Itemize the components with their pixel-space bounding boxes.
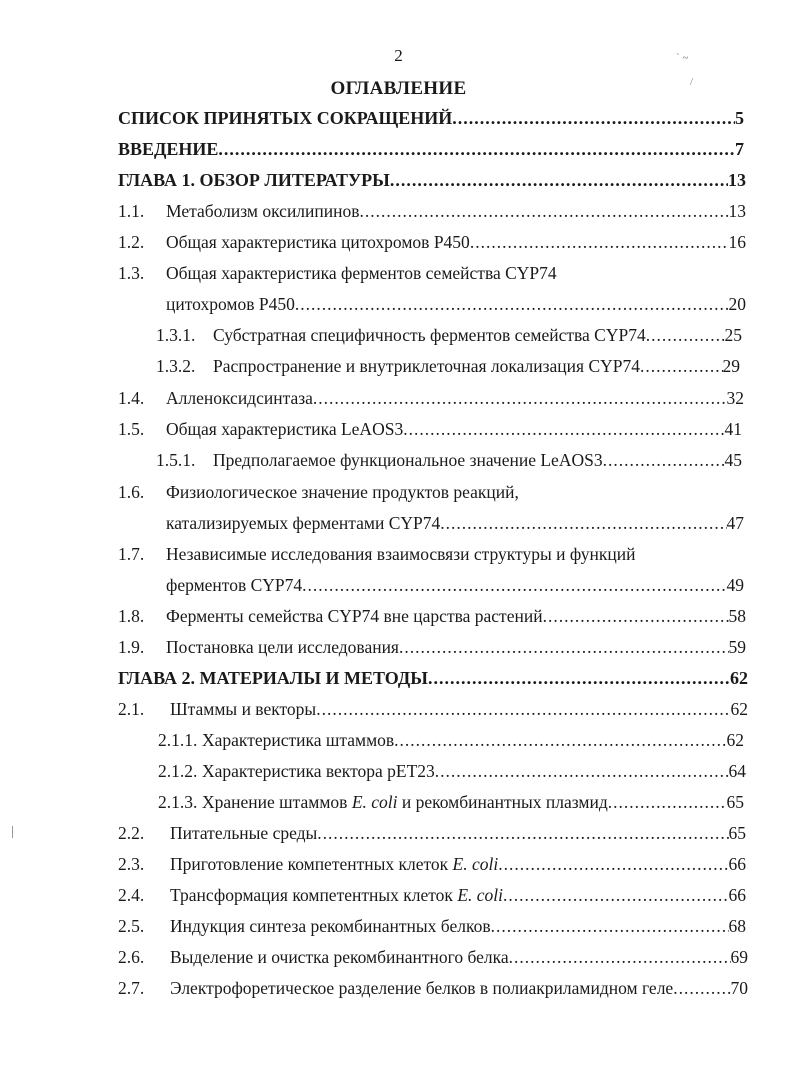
toc-entry-page: 62 bbox=[730, 699, 748, 719]
toc-entry-page: 62 bbox=[730, 668, 748, 688]
toc-entry-number: 2.2. bbox=[118, 823, 145, 843]
toc-entry-number: 2.1.1. bbox=[158, 730, 198, 750]
toc-leader-dots bbox=[498, 854, 728, 875]
toc-entry-1-9[interactable] bbox=[118, 637, 746, 661]
toc-entry-text bbox=[170, 854, 498, 875]
toc-entry-page: 66 bbox=[728, 885, 746, 905]
toc-entry-text: Характеристика штаммов bbox=[202, 730, 395, 750]
toc-entry-number: 1.2. bbox=[118, 232, 145, 252]
toc-entry-text: Физиологическое значение продуктов реакций, bbox=[166, 482, 519, 502]
toc-entry-1-4[interactable] bbox=[118, 388, 744, 412]
toc-entry-number: 1.3.1. bbox=[156, 325, 196, 345]
toc-leader-dots bbox=[360, 201, 729, 222]
toc-entry-number: 1.3. bbox=[118, 263, 145, 283]
margin-marks-2: / bbox=[690, 76, 694, 88]
toc-entry-page: 29 bbox=[722, 356, 740, 376]
toc-entry-abbreviations[interactable] bbox=[118, 108, 744, 132]
toc-entry-page: 62 bbox=[726, 730, 744, 750]
toc-entry-page: 13 bbox=[728, 201, 746, 221]
toc-leader-dots bbox=[295, 294, 729, 315]
toc-leader-dots bbox=[640, 356, 722, 377]
toc-entry-2-7[interactable] bbox=[118, 978, 748, 1002]
toc-entry-1-1[interactable] bbox=[118, 201, 746, 225]
toc-entry-page: 69 bbox=[730, 947, 748, 967]
toc-leader-dots bbox=[218, 139, 735, 160]
toc-entry-text: Ферменты семейства CYP74 вне царства растений bbox=[166, 606, 543, 626]
toc-entry-page: 47 bbox=[726, 513, 744, 533]
toc-leader-dots bbox=[452, 108, 735, 129]
toc-entry-number: 2.4. bbox=[118, 885, 145, 905]
toc-entry-2-3[interactable] bbox=[118, 854, 746, 878]
toc-leader-dots bbox=[470, 232, 729, 253]
toc-entry-1-3-2[interactable] bbox=[156, 356, 740, 380]
toc-entry-text: Индукция синтеза рекомбинантных белков bbox=[170, 916, 491, 936]
toc-entry-page: 45 bbox=[724, 450, 742, 470]
toc-entry-text-italic: E. coli bbox=[452, 854, 499, 874]
toc-entry-text bbox=[202, 792, 608, 813]
toc-entry-text-continued: ферментов CYP74 bbox=[166, 575, 303, 595]
toc-leader-dots bbox=[543, 606, 729, 627]
toc-entry-number: 2.1.2. bbox=[158, 761, 198, 781]
toc-entry-text-continued: катализируемых ферментами CYP74 bbox=[166, 513, 441, 533]
toc-entry-1-2[interactable] bbox=[118, 232, 746, 256]
page-title: ОГЛАВЛЕНИЕ bbox=[330, 78, 467, 99]
toc-entry-chapter-2[interactable] bbox=[118, 668, 748, 692]
toc-entry-page: 25 bbox=[724, 325, 742, 345]
toc-entry-page: 64 bbox=[728, 761, 746, 781]
toc-leader-dots bbox=[673, 978, 730, 999]
toc-leader-dots bbox=[302, 575, 726, 596]
toc-leader-dots bbox=[646, 325, 725, 346]
toc-entry-text-part: Трансформация компетентных клеток bbox=[170, 885, 453, 905]
margin-tick bbox=[12, 826, 13, 838]
toc-entry-number: 1.6. bbox=[118, 482, 145, 502]
toc-entry-text-part: Приготовление компетентных клеток bbox=[170, 854, 449, 874]
toc-entry-text: Метаболизм оксилипинов bbox=[166, 201, 360, 221]
toc-entry-1-5-1[interactable] bbox=[156, 450, 742, 474]
toc-entry-2-1-2[interactable] bbox=[158, 761, 746, 785]
toc-entry-text-continued: цитохромов Р450 bbox=[166, 294, 295, 314]
toc-entry-text: Общая характеристика LeAOS3 bbox=[166, 419, 404, 439]
toc-leader-dots bbox=[603, 450, 725, 471]
toc-entry-page: 70 bbox=[730, 978, 748, 998]
toc-entry-page: 58 bbox=[728, 606, 746, 626]
toc-entry-1-3-continuation[interactable] bbox=[166, 294, 746, 318]
toc-entry-text: Общая характеристика цитохромов Р450 bbox=[166, 232, 470, 252]
toc-entry-text: Штаммы и векторы bbox=[170, 699, 317, 719]
toc-leader-dots bbox=[317, 823, 728, 844]
toc-entry-text-italic: E. coli bbox=[457, 885, 503, 905]
toc-leader-dots bbox=[313, 388, 727, 409]
toc-entry-text: СПИСОК ПРИНЯТЫХ СОКРАЩЕНИЙ bbox=[118, 108, 453, 128]
toc-leader-dots bbox=[491, 916, 729, 937]
toc-entry-text-italic: E. coli bbox=[351, 792, 398, 812]
toc-entry-page: 65 bbox=[726, 792, 744, 812]
toc-entry-page: 65 bbox=[728, 823, 746, 843]
toc-leader-dots bbox=[503, 885, 729, 906]
toc-entry-1-6[interactable] bbox=[118, 482, 744, 506]
toc-entry-2-4[interactable] bbox=[118, 885, 746, 909]
toc-leader-dots bbox=[394, 730, 726, 751]
toc-entry-2-5[interactable] bbox=[118, 916, 746, 940]
toc-entry-number: 1.5. bbox=[118, 419, 145, 439]
toc-entry-2-6[interactable] bbox=[118, 947, 748, 971]
toc-leader-dots bbox=[403, 419, 724, 440]
toc-entry-page: 66 bbox=[728, 854, 746, 874]
toc-entry-text: Общая характеристика ферментов семейства CYP74 bbox=[166, 263, 557, 283]
toc-entry-page: 41 bbox=[724, 419, 742, 439]
toc-leader-dots bbox=[509, 947, 731, 968]
toc-leader-dots bbox=[435, 761, 729, 782]
toc-leader-dots bbox=[399, 637, 729, 658]
toc-entry-text: Алленоксидсинтаза bbox=[166, 388, 313, 408]
toc-entry-number: 2.3. bbox=[118, 854, 145, 874]
toc-leader-dots bbox=[390, 170, 728, 191]
toc-entry-number: 1.5.1. bbox=[156, 450, 196, 470]
toc-entry-text: Субстратная специфичность ферментов семейства CYP74 bbox=[213, 325, 646, 345]
toc-entry-page: 59 bbox=[728, 637, 746, 657]
toc-entry-1-3-1[interactable] bbox=[156, 325, 742, 349]
toc-entry-2-1-3[interactable] bbox=[158, 792, 744, 816]
toc-entry-text: Независимые исследования взаимосвязи структуры и функций bbox=[166, 544, 636, 564]
toc-entry-1-7-continuation[interactable] bbox=[166, 575, 744, 599]
toc-leader-dots bbox=[316, 699, 730, 720]
toc-entry-text: Предполагаемое функциональное значение LeAOS3 bbox=[213, 450, 603, 470]
margin-marks: ` ~ bbox=[676, 52, 689, 64]
toc-entry-page: 20 bbox=[728, 294, 746, 314]
toc-entry-number: 1.1. bbox=[118, 201, 145, 221]
toc-entry-text: Распространение и внутриклеточная локализация CYP74 bbox=[213, 356, 641, 376]
toc-entry-number: 1.4. bbox=[118, 388, 145, 408]
toc-entry-introduction[interactable] bbox=[118, 139, 744, 163]
toc-entry-number: 1.9. bbox=[118, 637, 145, 657]
toc-entry-2-1[interactable] bbox=[118, 699, 748, 723]
toc-entry-text: ГЛАВА 2. МАТЕРИАЛЫ И МЕТОДЫ bbox=[118, 668, 428, 688]
toc-entry-text: Питательные среды bbox=[170, 823, 318, 843]
toc-entry-text: Характеристика вектора pET23 bbox=[202, 761, 435, 781]
toc-entry-page: 7 bbox=[735, 139, 744, 159]
toc-entry-2-1-1[interactable] bbox=[158, 730, 744, 754]
toc-entry-1-6-continuation[interactable] bbox=[166, 513, 744, 537]
toc-entry-text: Электрофоретическое разделение белков в полиакриламидном геле bbox=[170, 978, 674, 998]
toc-leader-dots bbox=[428, 668, 730, 689]
toc-entry-page: 49 bbox=[726, 575, 744, 595]
toc-entry-2-2[interactable] bbox=[118, 823, 746, 847]
toc-entry-page: 32 bbox=[726, 388, 744, 408]
toc-entry-text: ГЛАВА 1. ОБЗОР ЛИТЕРАТУРЫ bbox=[118, 170, 390, 190]
toc-leader-dots bbox=[608, 792, 727, 813]
toc-entry-number: 2.5. bbox=[118, 916, 145, 936]
toc-entry-1-5[interactable] bbox=[118, 419, 742, 443]
toc-entry-1-3[interactable] bbox=[118, 263, 746, 287]
toc-entry-page: 68 bbox=[728, 916, 746, 936]
toc-entry-text: Постановка цели исследования bbox=[166, 637, 399, 657]
toc-entry-number: 1.3.2. bbox=[156, 356, 196, 376]
toc-entry-1-7[interactable] bbox=[118, 544, 744, 568]
toc-entry-page: 5 bbox=[735, 108, 744, 128]
toc-entry-number: 1.7. bbox=[118, 544, 145, 564]
toc-entry-number: 2.6. bbox=[118, 947, 145, 967]
toc-entry-number: 2.1. bbox=[118, 699, 145, 719]
toc-entry-text: Выделение и очистка рекомбинантного белка bbox=[170, 947, 509, 967]
toc-entry-number: 2.1.3. bbox=[158, 792, 198, 812]
toc-entry-text-part: Хранение штаммов bbox=[202, 792, 348, 812]
toc-entry-text: ВВЕДЕНИЕ bbox=[118, 139, 219, 159]
toc-entry-number: 1.8. bbox=[118, 606, 145, 626]
toc-leader-dots bbox=[440, 513, 726, 534]
toc-entry-number: 2.7. bbox=[118, 978, 145, 998]
toc-entry-1-8[interactable] bbox=[118, 606, 746, 630]
toc-entry-chapter-1[interactable] bbox=[118, 170, 746, 194]
toc-entry-text-part: и рекомбинантных плазмид bbox=[401, 792, 608, 812]
page-number: 2 bbox=[394, 46, 403, 65]
toc-entry-page: 13 bbox=[728, 170, 746, 190]
toc-entry-page: 16 bbox=[728, 232, 746, 252]
toc-entry-text bbox=[170, 885, 503, 906]
